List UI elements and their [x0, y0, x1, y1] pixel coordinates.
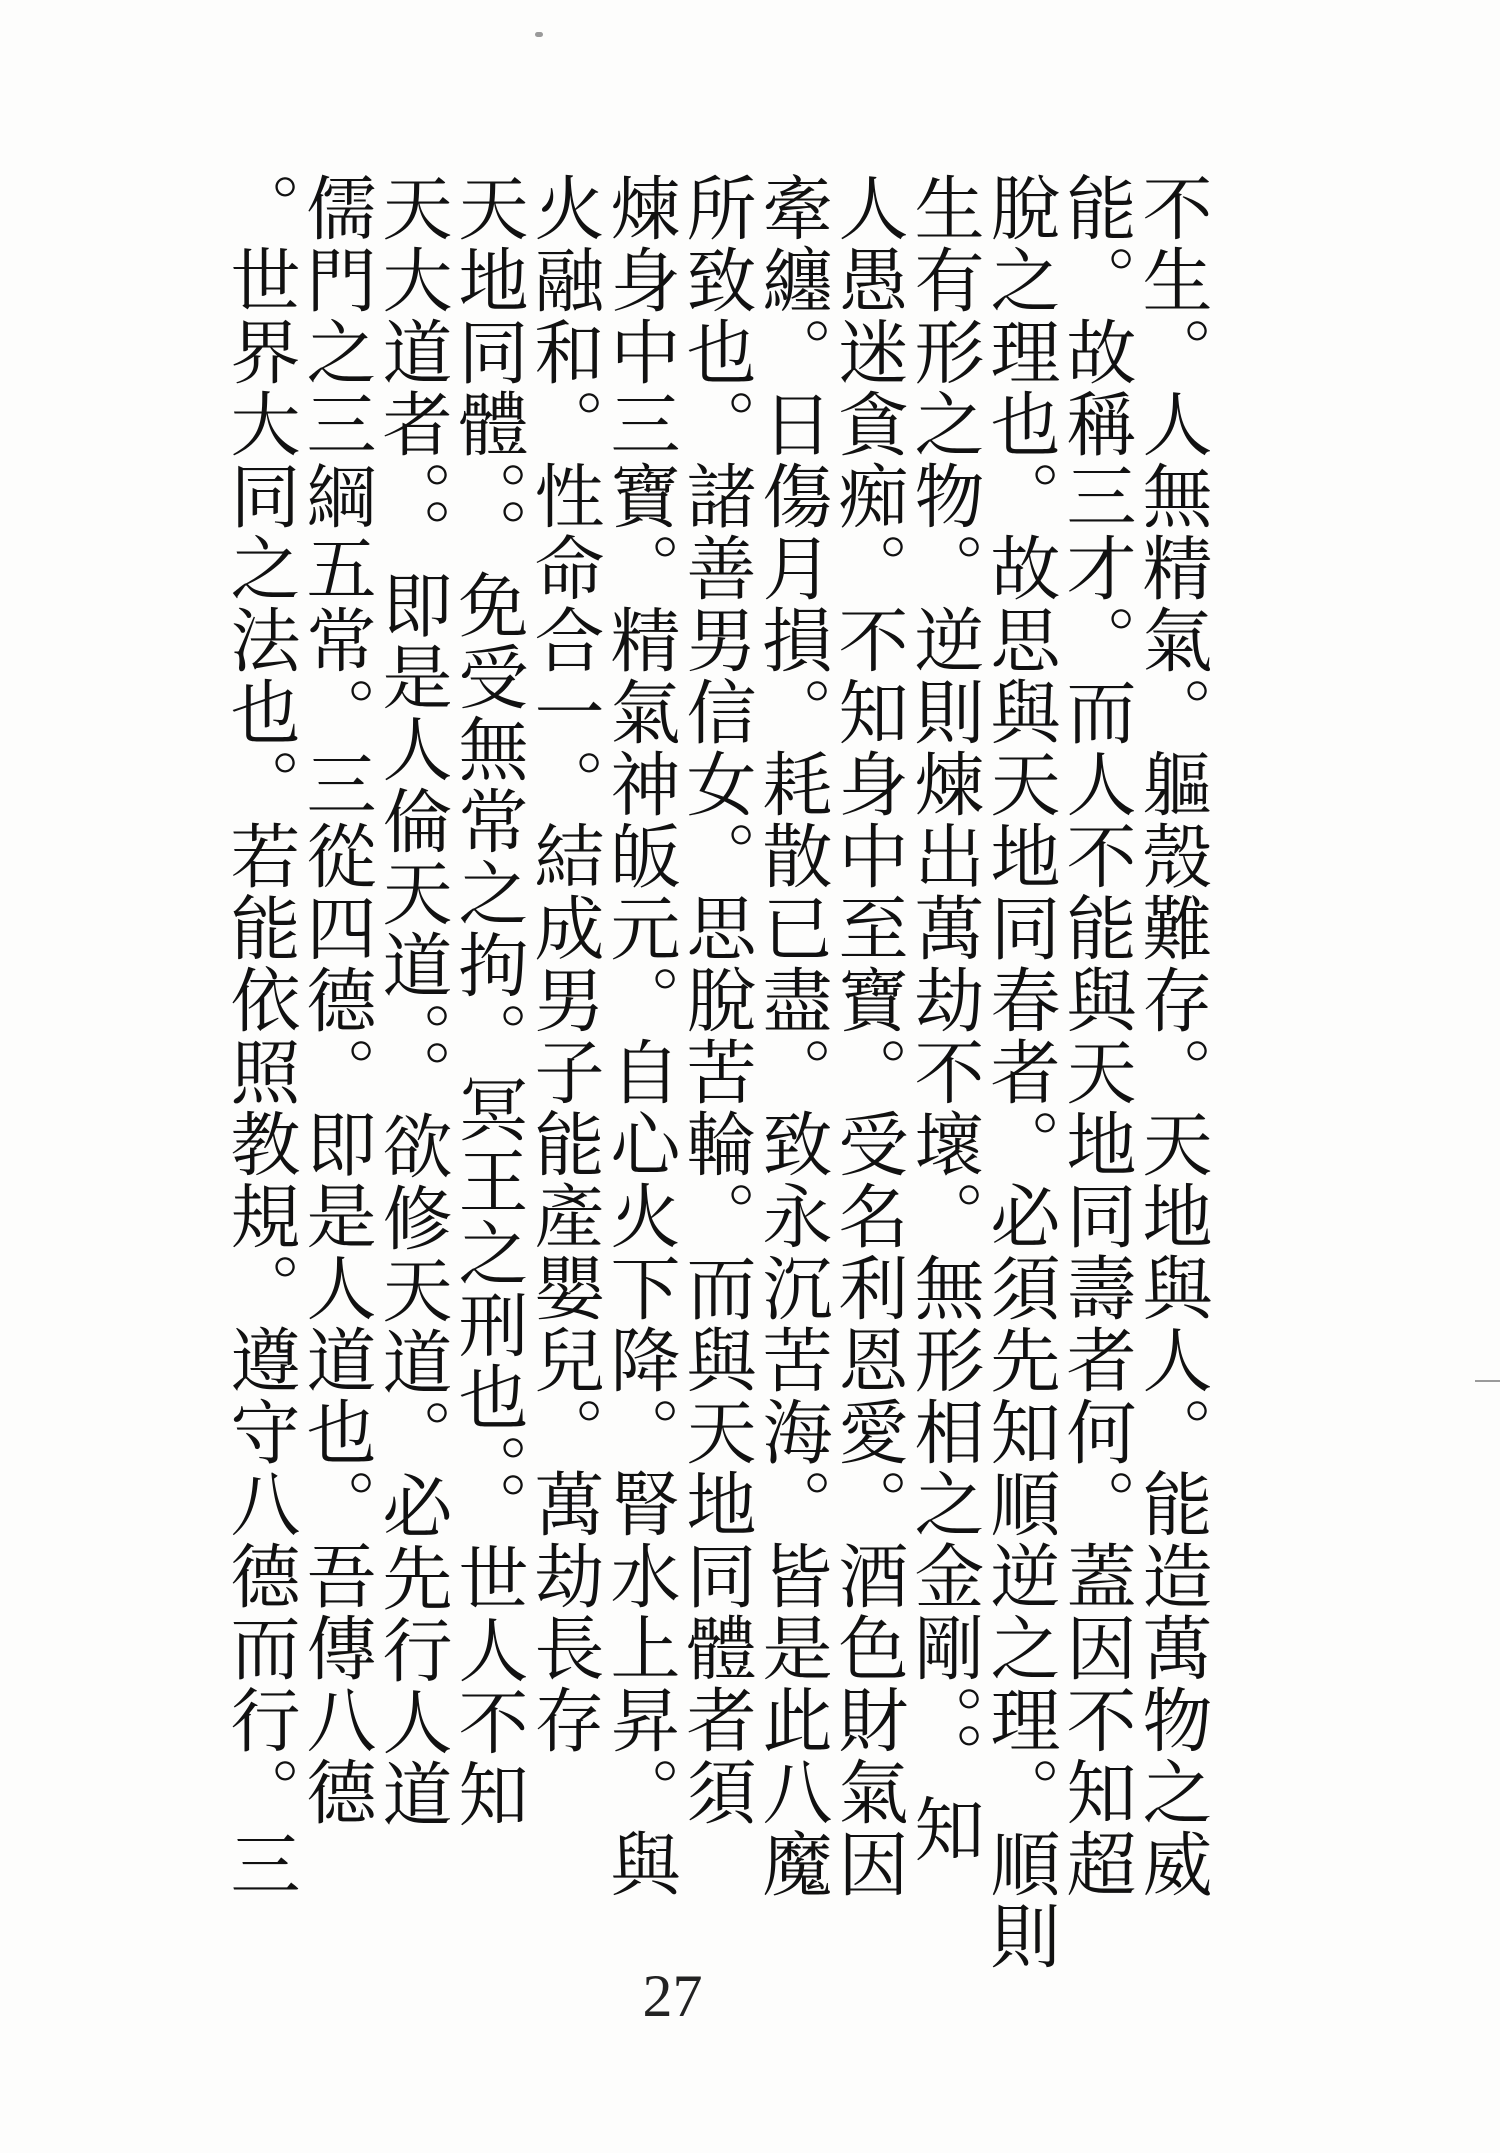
text-column-10: 天地同體。。免受無常之拘。冥王之刑也。。世人不知: [447, 172, 529, 1830]
text-column-7: 所致也。諸善男信女。思脫苦輪。而與天地同體者須: [675, 172, 757, 1828]
vertical-text-body: [160, 172, 1213, 1972]
text-column-4: 生有形之物。逆則煉出萬劫不壞。無形相之金剛。。知: [903, 172, 985, 1865]
text-column-13: 。世界大同之法也。若能依照教規。遵守八德而行。三: [219, 172, 301, 1900]
text-column-3: 脫之理也。故思與天地同春者。必須先知順逆之理。順則: [979, 172, 1061, 1972]
text-column-8: 煉身中三寶。精氣神皈元。自心火下降。腎水上昇。與: [599, 172, 681, 1900]
text-column-9: 火融和。性命合一。結成男子能產嬰兒。萬劫長存: [523, 172, 605, 1756]
scan-edge-mark: [1475, 1380, 1500, 1382]
text-column-11: 天大道者。。即是人倫天道。。欲修天道。必先行人道: [371, 172, 453, 1830]
text-column-2: 能。故稱三才。而人不能與天地同壽者何。蓋因不知超: [1055, 172, 1137, 1900]
text-column-5: 人愚迷貪痴。不知身中至寶。受名利恩愛。酒色財氣因: [827, 172, 909, 1900]
text-column-1: 不生。人無精氣。軀殼難存。天地與人。能造萬物之威: [1131, 172, 1213, 1900]
scan-speck: [535, 32, 543, 37]
text-column-6: 牽纏。日傷月損。耗散已盡。致永沉苦海。皆是此八魔: [751, 172, 833, 1900]
page-number: 27: [642, 1963, 703, 2029]
text-column-12: 儒門之三綱五常。三從四德。即是人道也。吾傳八德: [295, 172, 377, 1828]
